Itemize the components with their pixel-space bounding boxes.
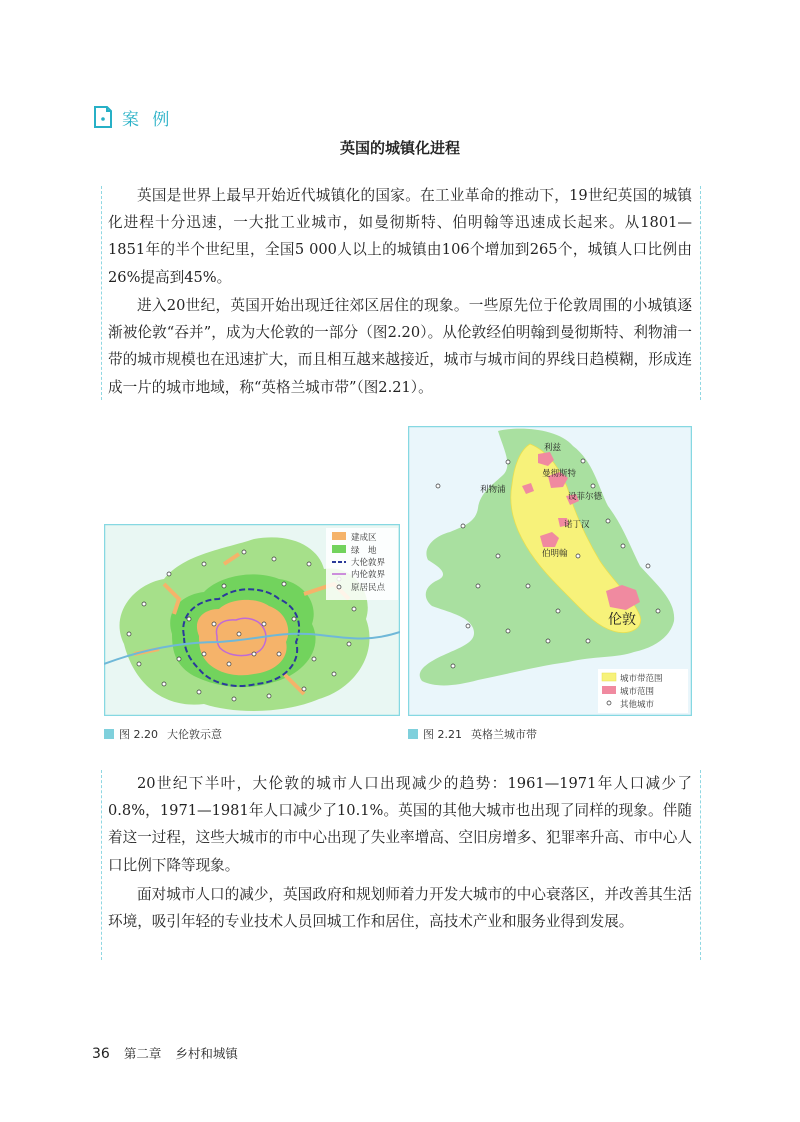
england-map bbox=[408, 426, 692, 716]
city-sheffield: 设菲尔德 bbox=[568, 492, 603, 502]
chapter-label: 第二章 bbox=[123, 1046, 162, 1061]
legend-built-up: 建成区 bbox=[351, 533, 377, 543]
caption-number: 图 2.20 bbox=[119, 728, 158, 741]
city-leeds: 利兹 bbox=[544, 443, 562, 453]
left-dashed-rule bbox=[101, 186, 102, 400]
city-nottingham: 诺丁汉 bbox=[564, 520, 590, 530]
paragraph-4: 面对城市人口的减少，英国政府和规划师着力开发大城市的中心衰落区，并改善其生活环境，吸引年轻的专业技术人员回城工作和居住，高技术产业和服务业得到发展。 bbox=[108, 886, 692, 931]
page-number: 36 bbox=[92, 1046, 110, 1062]
case-section-tag bbox=[92, 104, 173, 130]
legend-inner-border: 内伦敦界 bbox=[351, 570, 386, 580]
city-manchester: 曼彻斯特 bbox=[542, 469, 577, 479]
city-birmingham: 伯明翰 bbox=[542, 549, 568, 559]
paragraph-3: 20世纪下半叶，大伦敦的城市人口出现减少的趋势：1961—1971年人口减少了0.8%，1971—1981年人口减少了10.1%。英国的其他大城市也出现了同样的现象。伴随着这一过程，这些大城市的市中心出现了失业率增高、空旧房增多、犯罪率升高、市中心人口比例下降等现象。 bbox=[108, 775, 692, 874]
caption-text: 英格兰城市带 bbox=[471, 728, 537, 741]
legend-greater-border: 大伦敦界 bbox=[351, 558, 386, 568]
caption-fig-221 bbox=[408, 726, 537, 742]
city-liverpool: 利物浦 bbox=[480, 485, 506, 495]
legend-221 bbox=[598, 669, 688, 713]
legend-220 bbox=[326, 528, 398, 600]
caption-marker bbox=[104, 729, 114, 739]
caption-text: 大伦敦示意 bbox=[167, 728, 222, 741]
paragraph-1: 英国是世界上最早开始近代城镇化的国家。在工业革命的推动下，19世纪英国的城镇化进程十分迅速，一大批工业城市，如曼彻斯特、伯明翰等迅速成长起来。从1801—1851年的半个世纪里，全国5 000人以上的城镇由106个增加到265个，城镇人口比例由26%提高到45%。 bbox=[108, 187, 692, 286]
caption-number: 图 2.21 bbox=[423, 728, 462, 741]
right-dashed-rule bbox=[700, 186, 701, 400]
legend-city-range: 城市范围 bbox=[620, 687, 655, 697]
article-title: 英国的城镇化进程 bbox=[339, 139, 460, 157]
legend-other-cities: 其他城市 bbox=[620, 700, 655, 710]
chapter-title: 乡村和城镇 bbox=[175, 1046, 238, 1061]
figure-greater-london bbox=[104, 524, 400, 716]
caption-marker bbox=[408, 729, 418, 739]
right-dashed-rule-lower bbox=[700, 770, 701, 960]
paragraph-2: 进入20世纪，英国开始出现迁往郊区居住的现象。一些原先位于伦敦周围的小城镇逐渐被伦敦“吞并”，成为大伦敦的一部分（图2.20）。从伦敦经伯明翰到曼彻斯特、利物浦一带的城市规模也在迅速扩大，而且相互越来越接近，城市与城市间的界线日趋模糊，形成连成一片的城市地域，称“英格兰城市带”（图2.21）。 bbox=[108, 297, 692, 396]
legend-belt: 城市带范围 bbox=[620, 674, 663, 684]
caption-fig-220 bbox=[104, 726, 222, 742]
greater-london-map bbox=[104, 524, 400, 716]
left-dashed-rule-lower bbox=[101, 770, 102, 960]
legend-green: 绿 地 bbox=[351, 546, 377, 556]
book-icon bbox=[92, 104, 114, 130]
city-london: 伦敦 bbox=[608, 612, 636, 628]
page-footer bbox=[92, 1044, 238, 1062]
case-label: 案 例 bbox=[122, 109, 174, 130]
legend-settlement: 原居民点 bbox=[351, 583, 386, 593]
figure-england-city-belt bbox=[408, 426, 692, 716]
